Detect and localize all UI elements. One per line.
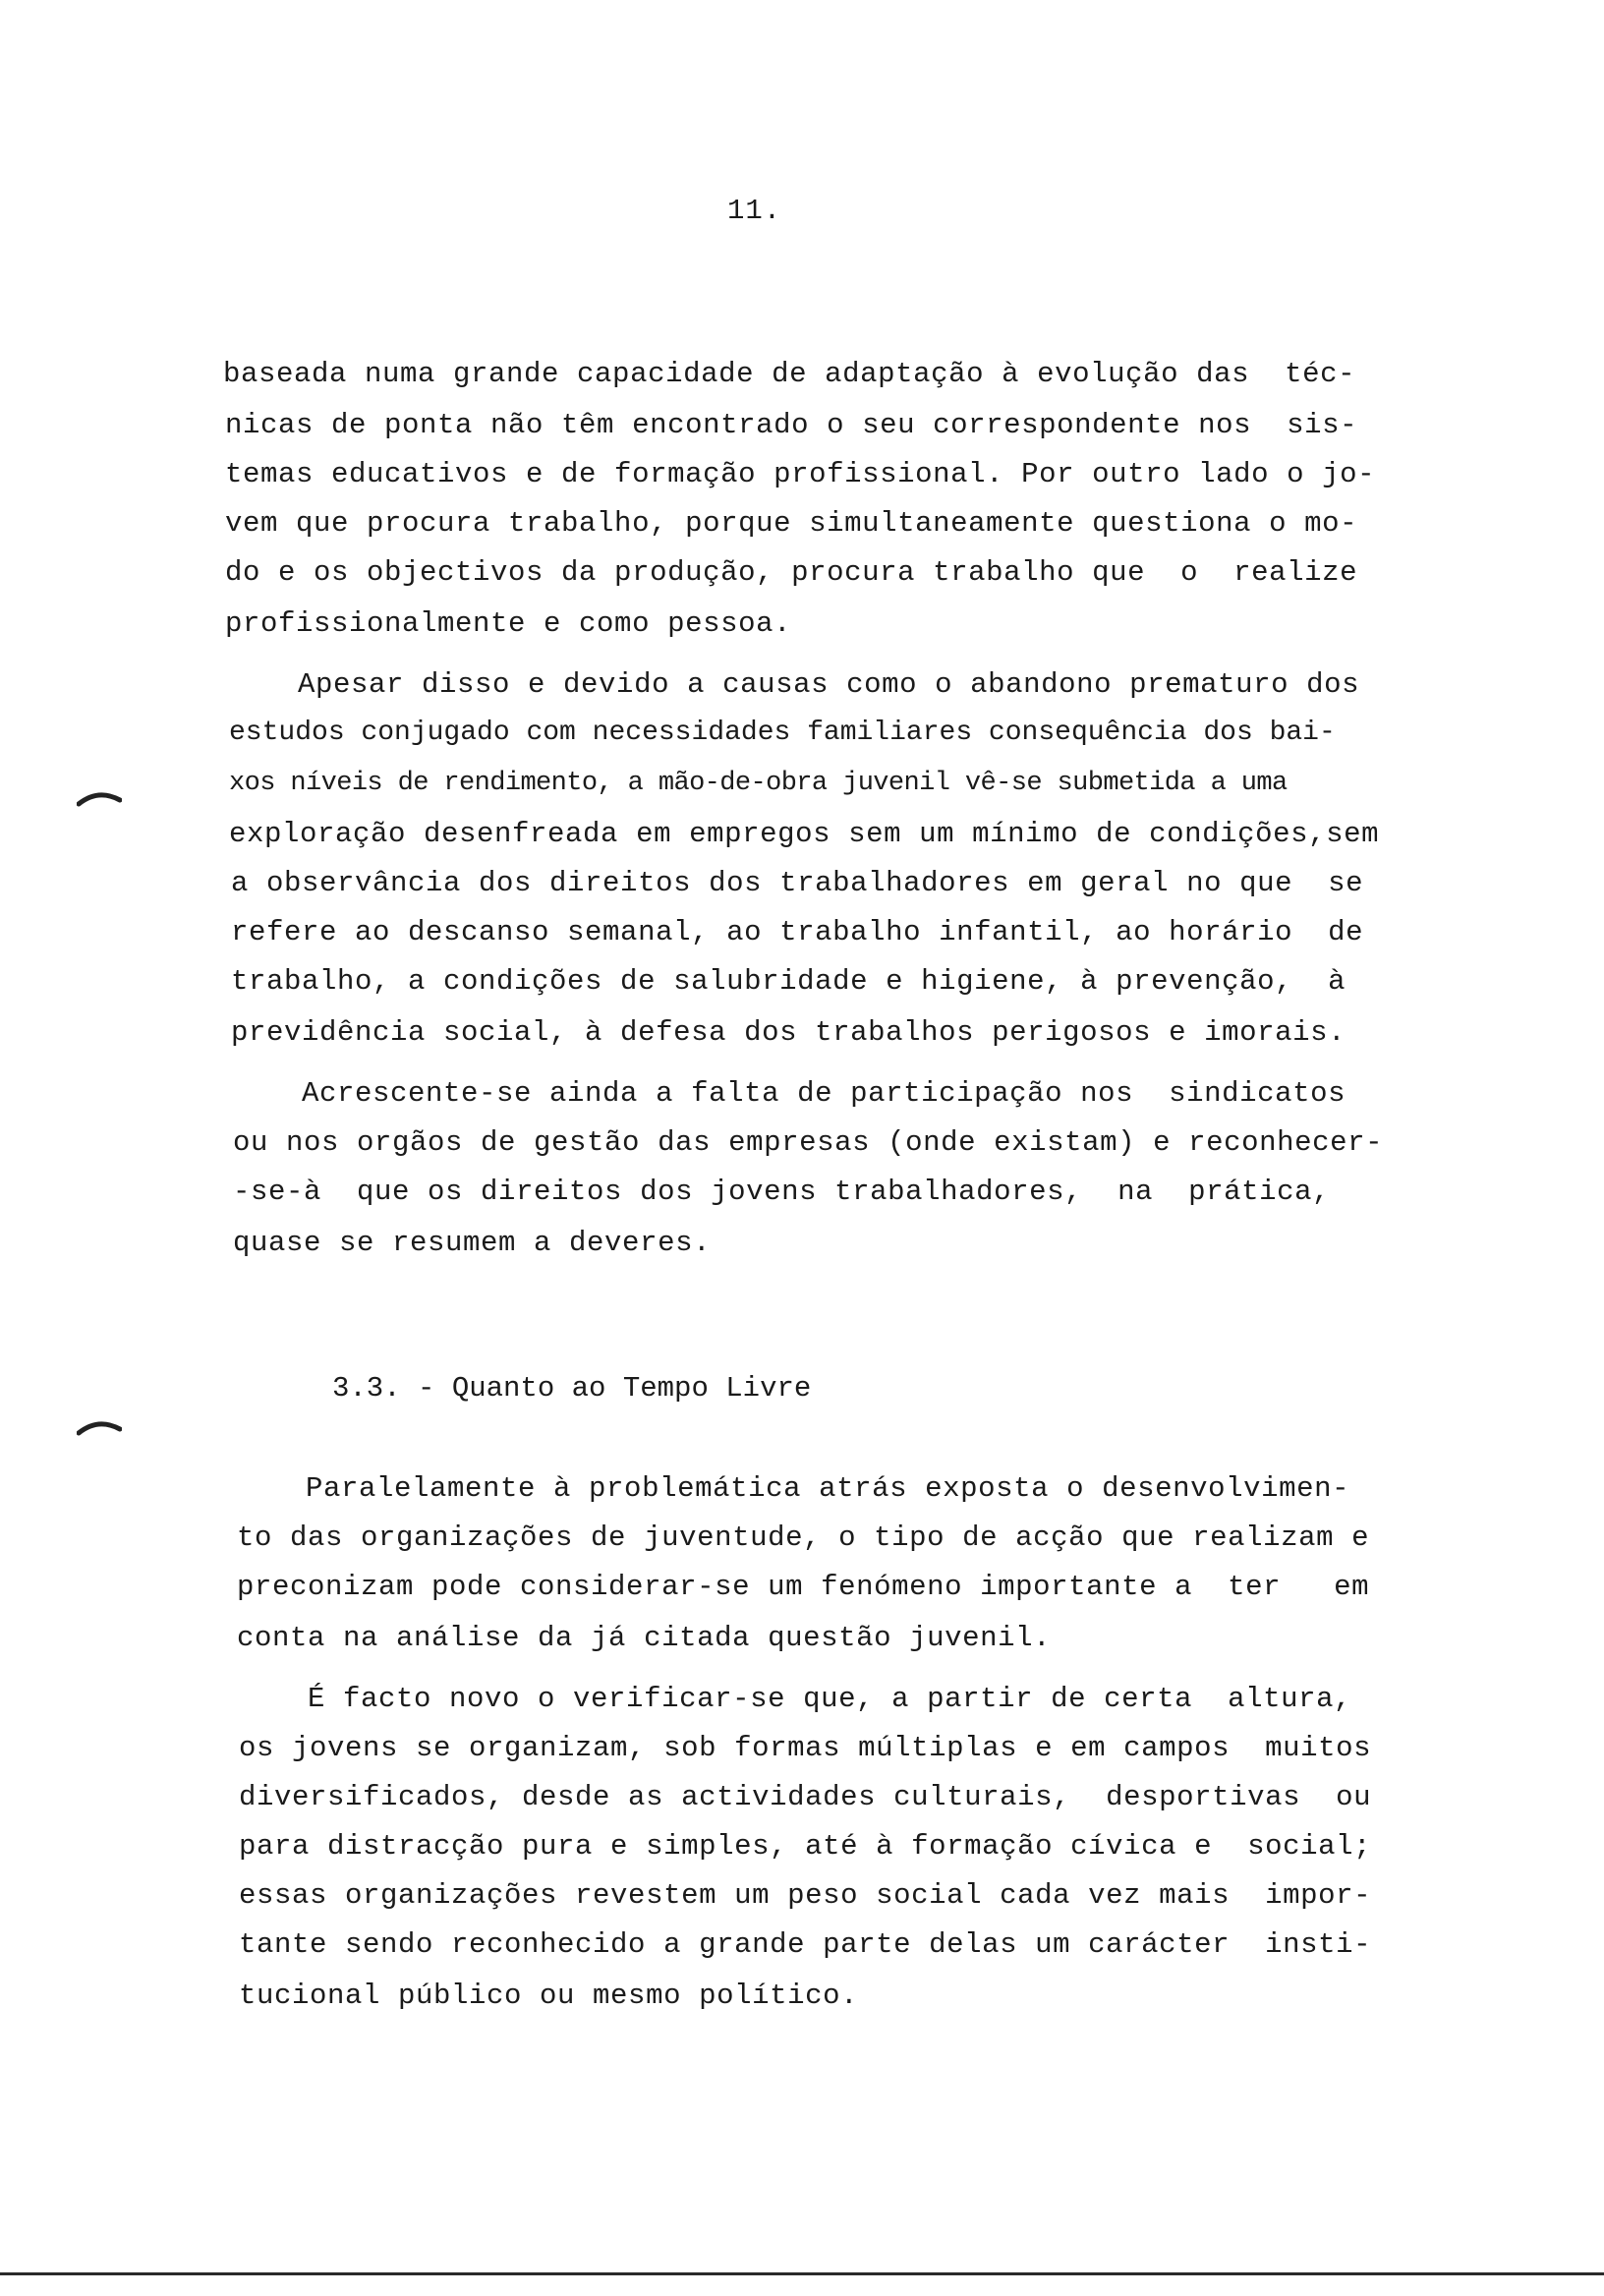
text-line: quase se resumem a deveres. bbox=[233, 1227, 712, 1259]
text-line: conta na análise da já citada questão juvenil. bbox=[237, 1622, 1052, 1654]
margin-mark-icon bbox=[77, 1415, 122, 1437]
text-line: tucional público ou mesmo político. bbox=[239, 1980, 859, 2012]
text-line: to das organizações de juventude, o tipo de acção que realizam e bbox=[237, 1521, 1370, 1554]
text-line: trabalho, a condições de salubridade e higiene, à prevenção, à bbox=[231, 965, 1346, 998]
text-line: essas organizações revestem um peso social cada vez mais impor- bbox=[239, 1879, 1372, 1912]
text-line: do e os objectivos da produção, procura trabalho que o realize bbox=[225, 556, 1358, 589]
text-line: temas educativos e de formação profissional. Por outro lado o jo- bbox=[225, 458, 1376, 490]
text-line: baseada numa grande capacidade de adaptação à evolução das téc- bbox=[223, 358, 1356, 390]
text-line: exploração desenfreada em empregos sem um mínimo de condições,sem bbox=[229, 818, 1380, 850]
text-line: -se-à que os direitos dos jovens trabalhadores, na prática, bbox=[233, 1176, 1331, 1208]
text-line: para distracção pura e simples, até à formação cívica e social; bbox=[239, 1830, 1372, 1863]
text-line: vem que procura trabalho, porque simultaneamente questiona o mo- bbox=[225, 507, 1358, 540]
text-line: Paralelamente à problemática atrás exposta o desenvolvimen- bbox=[235, 1472, 1350, 1505]
text-line: xos níveis de rendimento, a mão-de-obra juvenil vê-se submetida a uma bbox=[229, 769, 1288, 798]
text-line: nicas de ponta não têm encontrado o seu correspondente nos sis- bbox=[225, 409, 1358, 441]
text-line: estudos conjugado com necessidades familiares consequência dos bai- bbox=[229, 718, 1336, 748]
text-line: os jovens se organizam, sob formas múltiplas e em campos muitos bbox=[239, 1732, 1372, 1764]
text-line: Acrescente-se ainda a falta de participação nos sindicatos bbox=[231, 1077, 1346, 1110]
text-line: a observância dos direitos dos trabalhadores em geral no que se bbox=[231, 867, 1364, 899]
text-line: previdência social, à defesa dos trabalhos perigosos e imorais. bbox=[231, 1016, 1346, 1049]
text-line: refere ao descanso semanal, ao trabalho infantil, ao horário de bbox=[231, 916, 1364, 948]
text-line: profissionalmente e como pessoa. bbox=[225, 607, 792, 640]
text-line: preconizam pode considerar-se um fenómeno importante a ter em bbox=[237, 1571, 1370, 1603]
text-line: ou nos orgãos de gestão das empresas (onde existam) e reconhecer- bbox=[233, 1126, 1384, 1159]
footer-rule bbox=[0, 2272, 1604, 2275]
text-line: tante sendo reconhecido a grande parte delas um carácter insti- bbox=[239, 1928, 1372, 1961]
margin-mark-icon bbox=[77, 786, 122, 808]
text-line: Apesar disso e devido a causas como o abandono prematuro dos bbox=[227, 668, 1360, 701]
text-line: É facto novo o verificar-se que, a partir de certa altura, bbox=[237, 1683, 1352, 1715]
section-heading: 3.3. - Quanto ao Tempo Livre bbox=[332, 1372, 812, 1405]
text-line: diversificados, desde as actividades culturais, desportivas ou bbox=[239, 1781, 1372, 1813]
page-number: 11. bbox=[727, 195, 782, 227]
